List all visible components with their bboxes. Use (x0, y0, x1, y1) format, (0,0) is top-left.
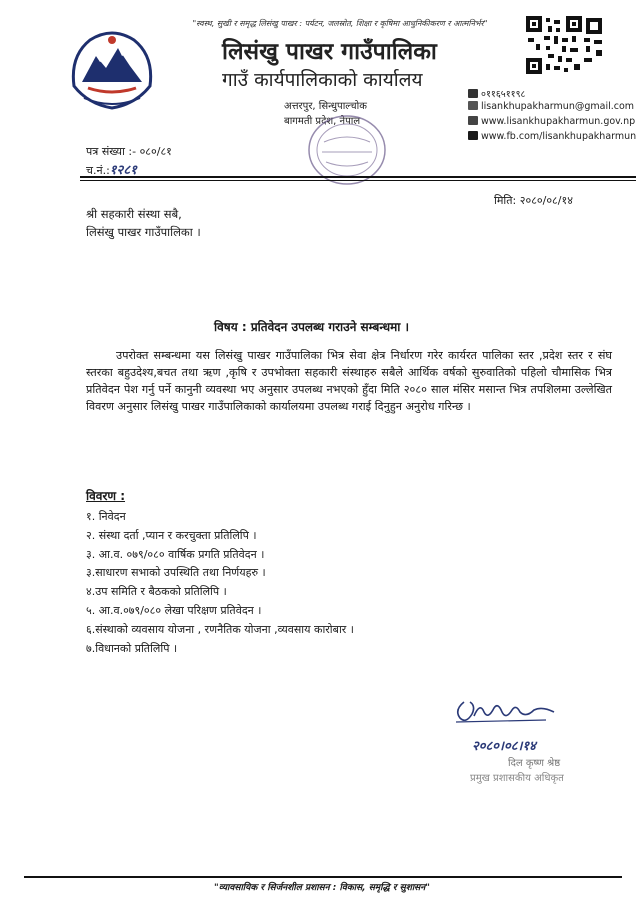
facebook-text: www.fb.com/lisankhupakharmun (481, 131, 637, 142)
phone-icon (468, 89, 478, 98)
patra-sankhya: पत्र संख्या :- ०८०/८१ (86, 145, 172, 158)
signature-scribble-icon (450, 696, 560, 726)
signer-name: दिल कृष्ण श्रेष्ठ (508, 758, 561, 769)
qr-code-secondary-icon (582, 18, 606, 64)
recipient-line-2: लिसंखु पाखर गाउँपालिका । (86, 225, 201, 239)
recipient-line-1: श्री सहकारी संस्था सबै, (86, 207, 182, 221)
website-text: www.lisankhupakharmun.gov.np (481, 116, 636, 127)
annex-item: ७.विधानको प्रतिलिपि । (86, 641, 178, 655)
emblem-logo-icon (66, 26, 158, 112)
header-divider (80, 176, 636, 178)
chalani-number: १२८१ (109, 163, 137, 178)
qr-code-icon (526, 16, 582, 74)
office-name: गाउँ कार्यपालिकाको कार्यालय (222, 69, 423, 91)
annex-item: ३. आ.व. ०७९/०८० वार्षिक प्रगति प्रतिवेदन । (86, 547, 265, 561)
annex-item: ४.उप समिति र बैठकको प्रतिलिपि । (86, 585, 227, 599)
email-text: lisankhupakharmun@gmail.com (481, 101, 635, 112)
facebook-icon (468, 131, 478, 140)
address-line-2: बागमती प्रदेश, नेपाल (284, 116, 361, 127)
annex-item: ५. आ.व.०७९/०८० लेखा परिक्षण प्रतिवेदन । (86, 603, 262, 617)
chalani-label: च.नं.: (86, 164, 110, 177)
phone-text: ०११६५११९८ (481, 89, 526, 100)
org-name: लिसंखु पाखर गाउँपालिका (222, 39, 437, 65)
footer-divider (24, 876, 622, 878)
web-icon (468, 116, 478, 125)
signature-date: २०८०।०८।१४ (472, 739, 536, 754)
header-motto: "स्वस्थ, सुखी र समृद्ध लिसंखु पाखर : पर्यटन, जलस्रोत, शिक्षा र कृषिमा आधुनिकीकरण र आत्मनिर्भर" (192, 19, 488, 28)
contact-phone (468, 87, 525, 100)
annex-list (86, 508, 354, 658)
footer-motto: "व्यावसायिक र सिर्जनशील प्रशासन : विकास, समृद्धि र सुशासन" (214, 883, 430, 893)
header-divider-thin (80, 180, 636, 181)
contact-email (468, 101, 634, 112)
letter-date: मिति: २०८०/०८/१४ (494, 194, 573, 207)
letter-subject: विषय : प्रतिवेदन उपलब्ध गराउने सम्बन्धमा । (214, 320, 410, 334)
contact-website (468, 116, 635, 127)
annex-item: १. निवेदन (86, 510, 126, 523)
email-icon (468, 101, 478, 110)
address-line-1: अत्तरपुर, सिन्धुपाल्चोक (284, 101, 367, 112)
contact-facebook (468, 131, 636, 142)
annex-item: ३.साधारण सभाको उपस्थिति तथा निर्णयहरु । (86, 566, 266, 580)
signer-title: प्रमुख प्रशासकीय अधिकृत (470, 773, 564, 784)
annex-title: विवरण : (86, 489, 126, 503)
annex-item: ६.संस्थाको व्यवसाय योजना , रणनैतिक योजना ,व्यवसाय कारोबार । (86, 622, 354, 636)
annex-item: २. संस्था दर्ता ,प्यान र करचुक्ता प्रतिलिपि । (86, 528, 257, 542)
letter-body: उपरोक्त सम्बन्धमा यस लिसंखु पाखर गाउँपालिका भित्र सेवा क्षेत्र निर्धारण गरेर कार्यरत पालिका स्तर ,प्रदेश स्तर र संघ स्तरका बहुउदेश्य,बचत तथा ऋण ,कृषि र उपभोक्ता सहकारी संस्थाहरु सबैले आर्थिक वर्षको सुरुवातिको पहिलो चौमासिक भित्र प्रतिवेदन पेश गर्नु पर्ने कानुनी व्यवस्था भए अनुसार उपलब्ध नभएको हुँदा मिति २०८० साल मंसिर मसान्त भित्र तपशिलमा उल्लेखित विवरण अनुसार लिसंखु पाखर गाउँपालिकाको कार्यालयमा उपलब्ध गराई दिनुहुन अनुरोध गरिन्छ । (86, 349, 612, 413)
